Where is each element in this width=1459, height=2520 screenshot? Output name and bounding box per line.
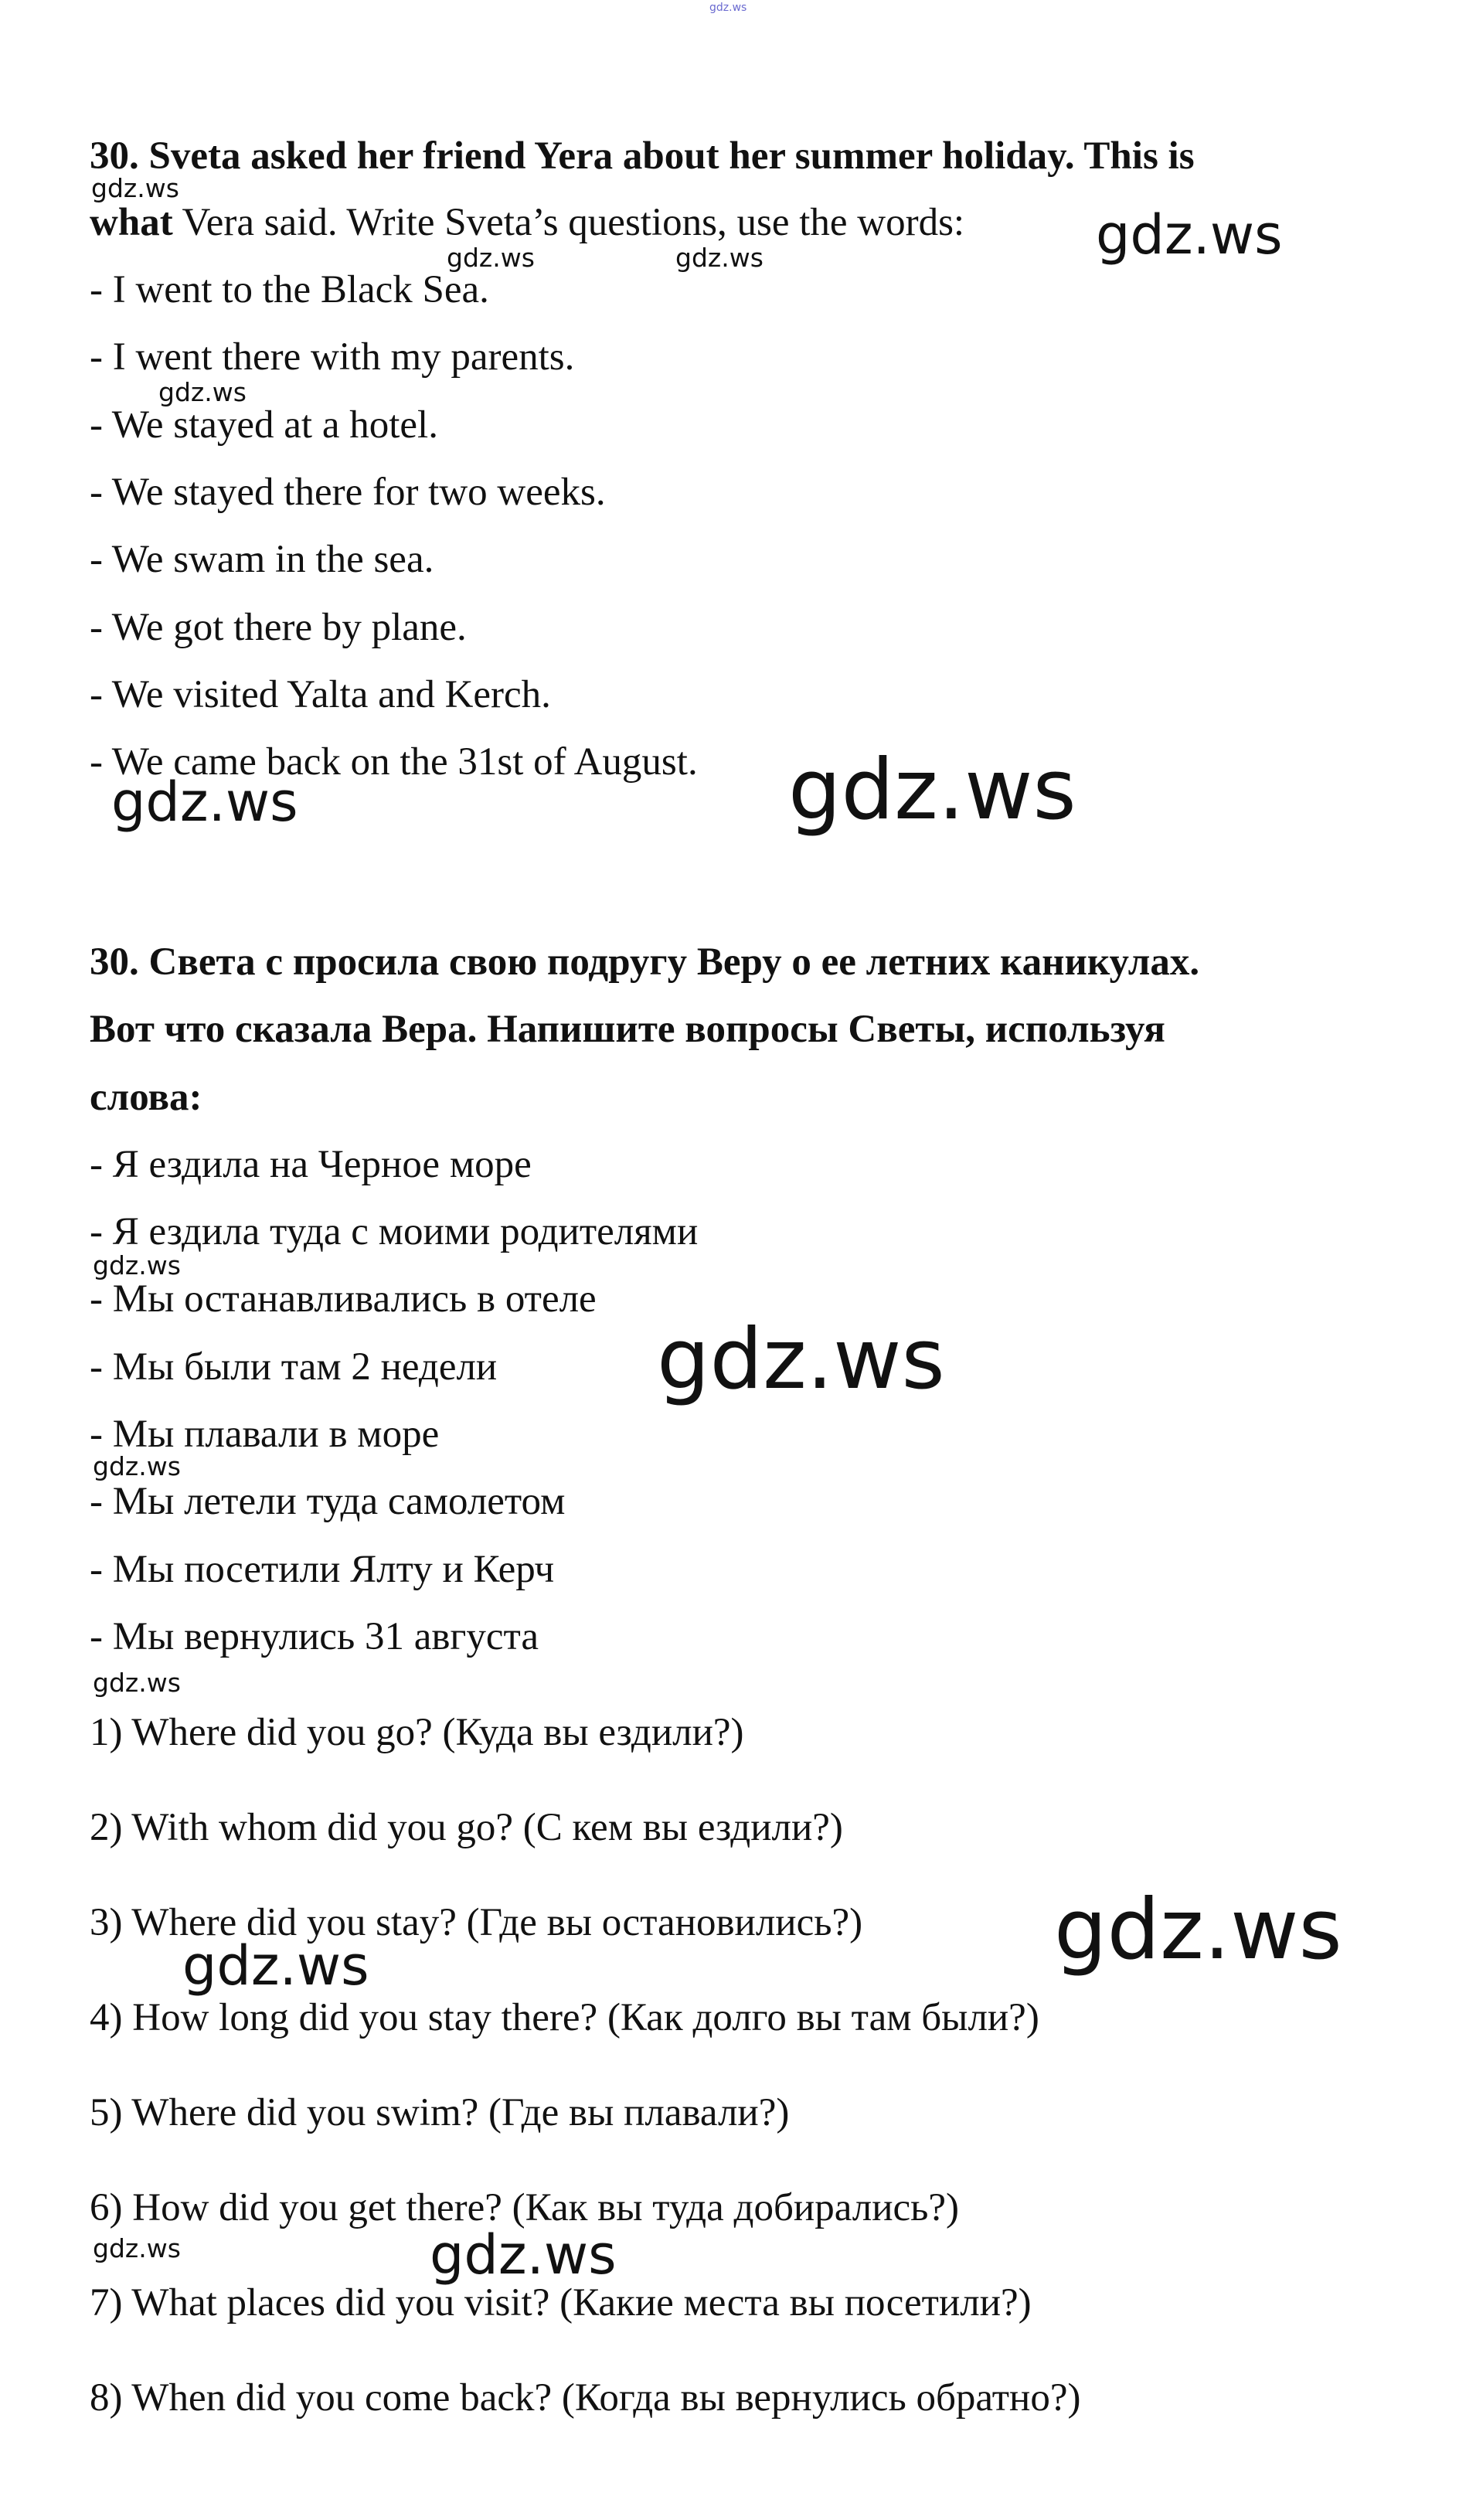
russian-statement: - Мы останавливались в отеле <box>90 1277 597 1321</box>
english-statement: - We stayed at a hotel. <box>90 403 438 447</box>
answer-item: 5) Where did you swim? (Где вы плавали?) <box>90 2091 790 2134</box>
watermark: gdz.ws <box>93 1451 181 1481</box>
english-heading-line-2 <box>90 199 964 246</box>
watermark: gdz.ws <box>1054 1882 1342 1978</box>
watermark: gdz.ws <box>1096 203 1283 267</box>
answer-item: 1) Where did you go? (Куда вы ездили?) <box>90 1711 744 1754</box>
english-statement: - We got there by plane. <box>90 606 467 649</box>
watermark: gdz.ws <box>91 173 179 203</box>
watermark: gdz.ws <box>182 1934 369 1998</box>
russian-statement: - Мы вернулись 31 августа <box>90 1615 539 1658</box>
russian-heading-line-3: слова: <box>90 1076 202 1119</box>
watermark: gdz.ws <box>93 1250 181 1280</box>
russian-statement: - Мы посетили Ялту и Керч <box>90 1548 555 1591</box>
english-statement: - We visited Yalta and Kerch. <box>90 673 551 716</box>
answer-item: 3) Where did you stay? (Где вы остановились?) <box>90 1901 863 1944</box>
answer-item: 6) How did you get there? (Как вы туда добирались?) <box>90 2186 960 2229</box>
english-statement: - We came back on the 31st of August. <box>90 740 698 784</box>
watermark: gdz.ws <box>675 243 764 273</box>
russian-statement: - Я ездила на Черное море <box>90 1143 532 1186</box>
watermark: gdz.ws <box>430 2223 617 2287</box>
watermark: gdz.ws <box>93 1668 181 1698</box>
header-watermark: gdz.ws <box>709 2 747 14</box>
russian-heading-line-1: 30. Света с просила свою подругу Веру о ее летних каникулах. <box>90 940 1200 984</box>
answer-item: 4) How long did you stay there? (Как долго вы там были?) <box>90 1996 1039 2039</box>
watermark: gdz.ws <box>447 243 535 273</box>
english-statement: - I went to the Black Sea. <box>90 268 489 311</box>
english-heading-bold-word: what <box>90 201 173 244</box>
russian-statement: - Мы были там 2 недели <box>90 1345 498 1389</box>
watermark: gdz.ws <box>158 377 247 407</box>
english-statement: - I went there with my parents. <box>90 335 575 379</box>
watermark: gdz.ws <box>788 742 1076 838</box>
english-heading-rest: Vera said. Write Sveta’s questions, use the words: <box>172 201 965 244</box>
english-statement: - We swam in the sea. <box>90 538 434 581</box>
answer-item: 2) With whom did you go? (С кем вы ездили?) <box>90 1806 843 1849</box>
russian-statement: - Я ездила туда с моими родителями <box>90 1210 699 1253</box>
russian-heading-line-2: Вот что сказала Вера. Напишите вопросы Светы, используя <box>90 1008 1165 1051</box>
answer-item: 7) What places did you visit? (Какие места вы посетили?) <box>90 2281 1032 2324</box>
english-statement: - We stayed there for two weeks. <box>90 471 606 514</box>
russian-statement: - Мы плавали в море <box>90 1413 440 1456</box>
answer-item: 8) When did you come back? (Когда вы вернулись обратно?) <box>90 2376 1081 2420</box>
english-heading-line-1: 30. Sveta asked her friend Yera about her summer holiday. This is <box>90 134 1195 178</box>
watermark: gdz.ws <box>657 1311 945 1408</box>
watermark: gdz.ws <box>111 770 298 834</box>
watermark: gdz.ws <box>93 2233 181 2263</box>
russian-statement: - Мы летели туда самолетом <box>90 1480 566 1523</box>
